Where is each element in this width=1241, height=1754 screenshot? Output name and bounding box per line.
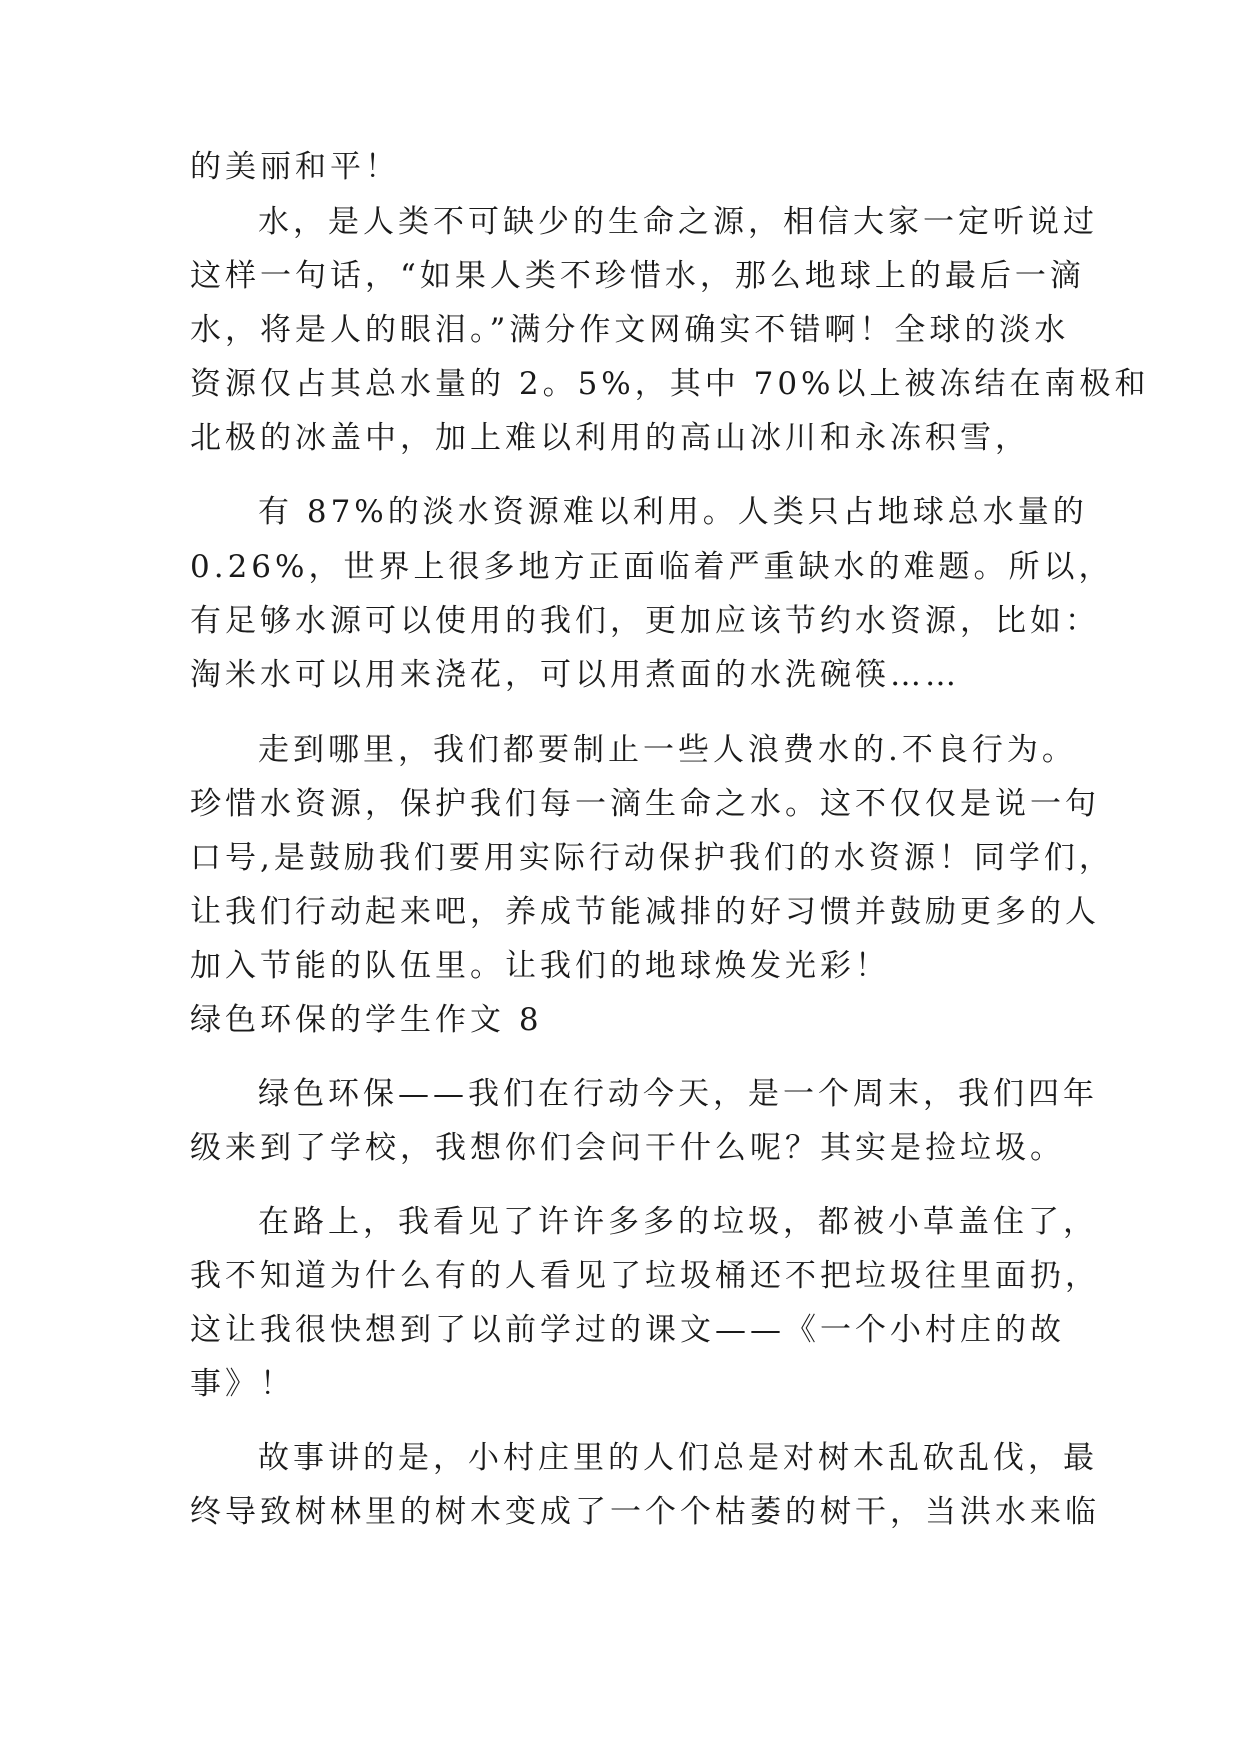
text-line: 事》！	[190, 1366, 295, 1402]
paragraph-start: 走到哪里，我们都要制止一些人浪费水的.不良行为。	[258, 732, 1077, 768]
text-line: 这让我很快想到了以前学过的课文——《一个小村庄的故	[190, 1312, 1065, 1348]
text-line: 这样一句话，“如果人类不珍惜水，那么地球上的最后一滴	[190, 258, 1085, 294]
paragraph-start: 故事讲的是，小村庄里的人们总是对树木乱砍乱伐，最	[258, 1440, 1098, 1476]
paragraph-start: 有 87%的淡水资源难以利用。人类只占地球总水量的	[258, 494, 1088, 530]
text-line: 口号,是鼓励我们要用实际行动保护我们的水资源！同学们，	[190, 840, 1114, 876]
text-line: 北极的冰盖中，加上难以利用的高山冰川和永冻积雪，	[190, 420, 1030, 456]
text-line: 终导致树林里的树木变成了一个个枯萎的树干，当洪水来临	[190, 1494, 1100, 1530]
text-line: 我不知道为什么有的人看见了垃圾桶还不把垃圾往里面扔，	[190, 1258, 1100, 1294]
text-line: 的美丽和平！	[190, 149, 400, 185]
text-line: 珍惜水资源，保护我们每一滴生命之水。这不仅仅是说一句	[190, 786, 1100, 822]
text-line: 级来到了学校，我想你们会问干什么呢？其实是捡垃圾。	[190, 1130, 1065, 1166]
text-line: 让我们行动起来吧，养成节能减排的好习惯并鼓励更多的人	[190, 894, 1100, 930]
text-line: 淘米水可以用来浇花，可以用煮面的水洗碗筷……	[190, 657, 960, 693]
text-line: 水，将是人的眼泪。”满分作文网确实不错啊！全球的淡水	[190, 312, 1070, 348]
text-line: 资源仅占其总水量的 2。5%，其中 70%以上被冻结在南极和	[190, 366, 1150, 402]
text-line: 加入节能的队伍里。让我们的地球焕发光彩！	[190, 948, 890, 984]
text-line: 有足够水源可以使用的我们，更加应该节约水资源，比如：	[190, 603, 1100, 639]
paragraph-start: 在路上，我看见了许许多多的垃圾，都被小草盖住了，	[258, 1204, 1098, 1240]
section-heading: 绿色环保的学生作文 8	[190, 1002, 543, 1038]
paragraph-start: 绿色环保——我们在行动今天，是一个周末，我们四年	[258, 1076, 1098, 1112]
text-line: 0.26%，世界上很多地方正面临着严重缺水的难题。所以，	[190, 549, 1114, 585]
paragraph-start: 水，是人类不可缺少的生命之源，相信大家一定听说过	[258, 204, 1098, 240]
